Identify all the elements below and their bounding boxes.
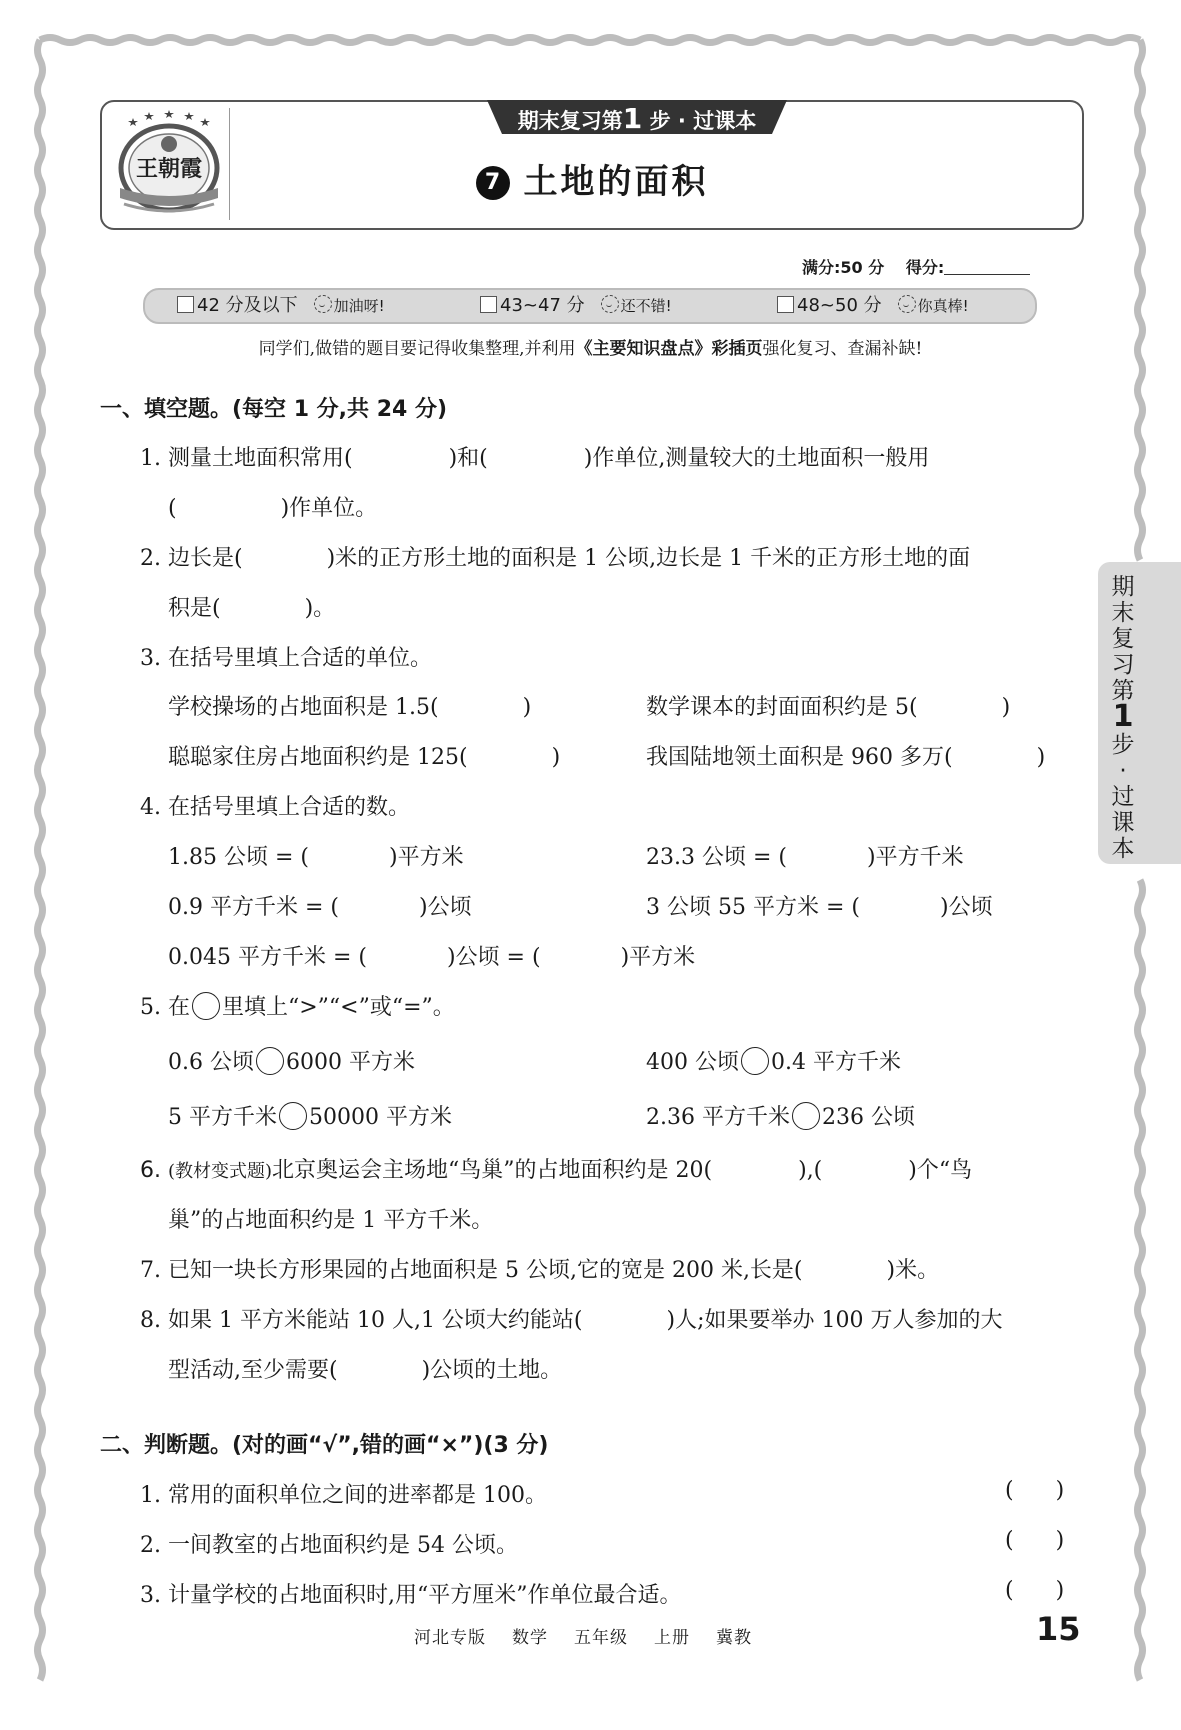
page-number: 15 [1036,1610,1081,1648]
question-2-cont: 积是( )。 [168,596,336,621]
smiley-icon [314,295,332,313]
q5-item-4: 2.36 平方千米 236 公顷 [646,1100,915,1131]
checkbox-icon[interactable] [777,296,794,313]
self-rating-bar [143,288,1037,324]
judge-item-1: 1. 常用的面积单位之间的进率都是 100。 [140,1483,547,1508]
study-notice: 同学们,做错的题目要记得收集整理,并利用《主要知识盘点》彩插页强化复习、查漏补缺! [258,339,923,359]
question-1-cont: ( )作单位。 [168,496,378,521]
q4-row1-right: 23.3 公顷 = ( )平方千米 [646,845,964,870]
lesson-title: 7 土地的面积 [102,154,1082,203]
q5-item-3: 5 平方千米 50000 平方米 [168,1100,452,1131]
judge-answer-1[interactable]: ( ) [1005,1478,1065,1503]
question-5-title: 5. 在 里填上“>”“<”或“=”。 [140,990,455,1021]
checkbox-icon[interactable] [177,296,194,313]
smiley-icon [601,295,619,313]
answer-circle[interactable] [256,1047,284,1075]
section-2-title: 二、判断题。(对的画“√”,错的画“×”)(3 分) [100,1433,549,1458]
q4-row2-right: 3 公顷 55 平方米 = ( )公顷 [646,895,993,920]
judge-item-2: 2. 一间教室的占地面积约是 54 公顷。 [140,1533,518,1558]
lesson-number-badge: 7 [476,166,510,200]
judge-answer-2[interactable]: ( ) [1005,1528,1065,1553]
rating-option-3[interactable]: 48~50 分 你真棒! [777,290,969,322]
question-3-title: 3. 在括号里填上合适的单位。 [140,646,432,671]
question-1: 1. 测量土地面积常用( )和( )作单位,测量较大的土地面积一般用 [140,446,930,471]
lesson-header [100,100,1084,230]
q5-item-2: 400 公顷 0.4 平方千米 [646,1045,901,1076]
judge-item-3: 3. 计量学校的占地面积时,用“平方厘米”作单位最合适。 [140,1583,682,1608]
section-1-title: 一、填空题。(每空 1 分,共 24 分) [100,397,448,422]
q3-item-1: 学校操场的占地面积是 1.5( ) [168,695,532,720]
svg-text:王朝霞: 王朝霞 [135,156,203,182]
question-7: 7. 已知一块长方形果园的占地面积是 5 公顷,它的宽是 200 米,长是( )米。 [140,1258,940,1283]
q4-row2-left: 0.9 平方千米 = ( )公顷 [168,895,472,920]
q3-item-2: 数学课本的封面面积约是 5( ) [646,695,1011,720]
q3-item-3: 聪聪家住房占地面积约是 125( ) [168,745,561,770]
question-8-cont: 型活动,至少需要( )公顷的土地。 [168,1358,563,1383]
q4-row3: 0.045 平方千米 = ( )公顷 = ( )平方米 [168,945,696,970]
judge-answer-3[interactable]: ( ) [1005,1578,1065,1603]
side-tab-label: 期 末 复 习 第 1 步 · 过 课 本 [1111,574,1135,862]
question-6-cont: 巢”的占地面积约是 1 平方千米。 [168,1208,494,1233]
question-8: 8. 如果 1 平方米能站 10 人,1 公顷大约能站( )人;如果要举办 100 万人参加的大 [140,1308,1003,1333]
q4-row1-left: 1.85 公顷 = ( )平方米 [168,845,464,870]
rating-option-2[interactable]: 43~47 分 还不错! [480,290,672,322]
step-banner: 期末复习第1 步 · 过课本 [517,102,757,135]
full-score-label: 满分:50 分 [802,258,885,277]
smiley-icon [898,295,916,313]
q3-item-4: 我国陆地领土面积是 960 多万( ) [646,745,1046,770]
answer-circle[interactable] [741,1047,769,1075]
score-line [802,255,1030,278]
checkbox-icon[interactable] [480,296,497,313]
question-2: 2. 边长是( )米的正方形土地的面积是 1 公顷,边长是 1 千米的正方形土地的面 [140,546,971,571]
compare-circle-icon [192,992,220,1020]
textbook-variant-tag: (教材变式题) [167,1161,273,1182]
question-6: 6. (教材变式题)北京奥运会主场地“鸟巢”的占地面积约是 20( ),( )个“鸟 [140,1158,973,1183]
answer-circle[interactable] [792,1102,820,1130]
rating-option-1[interactable]: 42 分及以下 加油呀! [177,290,385,322]
q5-item-1: 0.6 公顷 6000 平方米 [168,1045,415,1076]
answer-circle[interactable] [279,1102,307,1130]
footer-info: 河北专版 数学 五年级 上册 冀教 [414,1628,752,1648]
got-score-label: 得分: [905,258,945,277]
score-blank[interactable] [944,274,1030,275]
question-4-title: 4. 在括号里填上合适的数。 [140,795,410,820]
